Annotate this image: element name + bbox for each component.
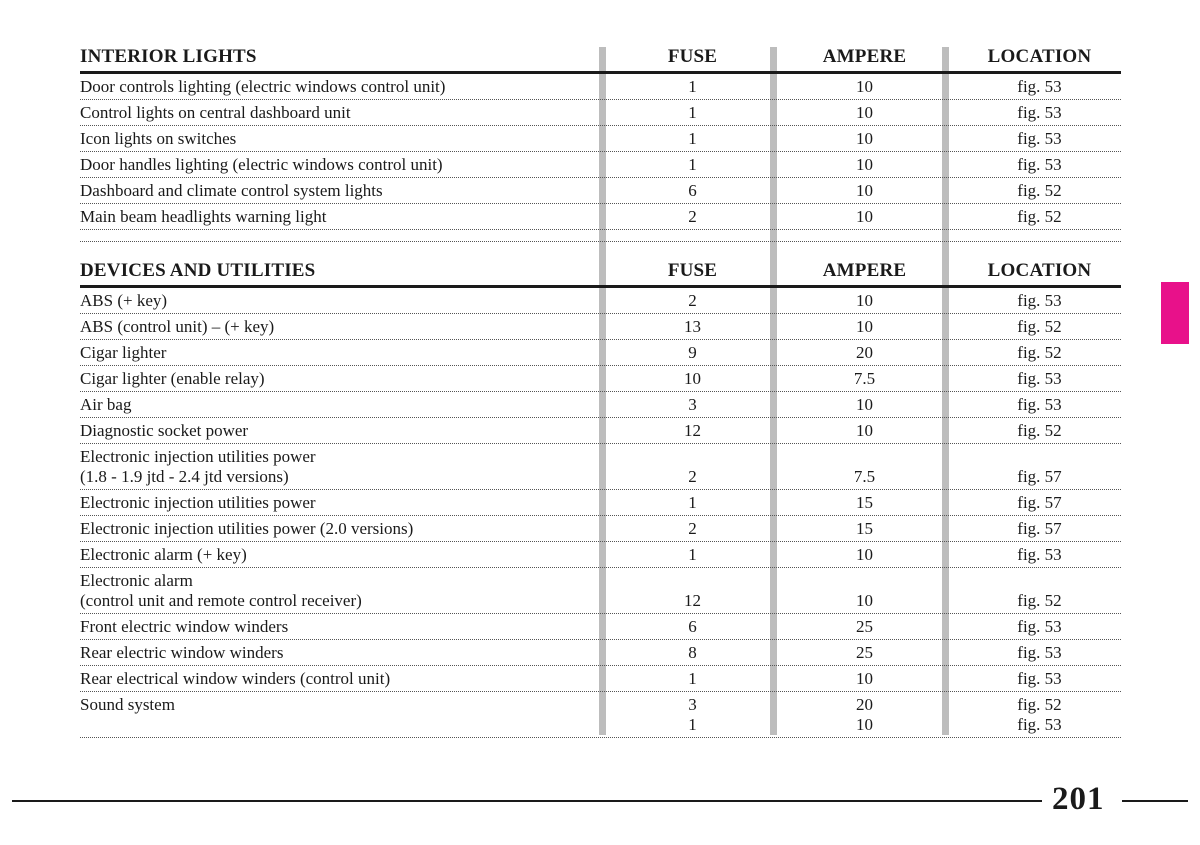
row-location: fig. 57: [1017, 519, 1062, 538]
row-description: Dashboard and climate control system lights: [80, 181, 383, 200]
row-location: fig. 53: [1017, 155, 1062, 174]
row-description: Sound system: [80, 695, 175, 714]
location-column-header: LOCATION: [987, 260, 1092, 281]
row-ampere: 10: [856, 155, 873, 174]
row-fuse: 1: [688, 493, 697, 512]
row-fuse: [619, 695, 766, 735]
row-description: Cigar lighter (enable relay): [80, 369, 265, 388]
row-fuse: 1: [688, 103, 697, 122]
row-description: Icon lights on switches: [80, 129, 237, 148]
table-row: [80, 418, 1121, 444]
row-ampere: 15: [856, 493, 873, 512]
row-fuse: 13: [684, 317, 701, 336]
row-ampere: 10: [856, 669, 873, 688]
description-line: Electronic alarm: [80, 571, 193, 590]
row-description: Main beam headlights warning light: [80, 207, 327, 226]
table-row: [80, 392, 1121, 418]
table-row: [80, 490, 1121, 516]
row-location: fig. 52: [1017, 207, 1062, 226]
row-location: fig. 52: [1017, 343, 1062, 362]
row-description: Door controls lighting (electric windows control unit): [80, 77, 446, 96]
row-fuse: 2: [688, 467, 697, 486]
row-description: Electronic injection utilities power: [80, 493, 316, 512]
footer-rule: [12, 800, 1042, 802]
row-description: Cigar lighter: [80, 343, 167, 362]
row-ampere: 25: [856, 643, 873, 662]
row-fuse: 10: [684, 369, 701, 388]
fuse-value: 1: [688, 715, 697, 734]
table-row: [80, 74, 1121, 100]
row-location: fig. 53: [1017, 77, 1062, 96]
row-fuse: 12: [684, 421, 701, 440]
row-fuse: 6: [688, 181, 697, 200]
row-fuse: 1: [688, 77, 697, 96]
row-description: ABS (+ key): [80, 291, 168, 310]
ampere-column-header: AMPERE: [822, 46, 907, 67]
ampere-column-header: AMPERE: [822, 260, 907, 281]
row-description: Door handles lighting (electric windows control unit): [80, 155, 443, 174]
ampere-value: 20: [856, 695, 873, 714]
row-description: Electronic alarm (+ key): [80, 545, 247, 564]
row-location: [958, 695, 1121, 735]
row-ampere: 7.5: [853, 467, 876, 486]
description-line: (control unit and remote control receiver): [80, 591, 362, 610]
row-location: fig. 53: [1017, 103, 1062, 122]
location-value: fig. 52: [1017, 695, 1062, 714]
row-description: [80, 447, 600, 487]
row-ampere: 10: [856, 317, 873, 336]
table-row: [80, 152, 1121, 178]
row-ampere: 10: [856, 207, 873, 226]
table-row: [80, 100, 1121, 126]
row-location: fig. 57: [1017, 467, 1062, 486]
row-ampere: 7.5: [853, 369, 876, 388]
table-row: [80, 288, 1121, 314]
row-fuse: 8: [688, 643, 697, 662]
row-location: fig. 53: [1017, 129, 1062, 148]
table-row: [80, 614, 1121, 640]
row-description: Rear electrical window winders (control unit): [80, 669, 391, 688]
row-location: fig. 52: [1017, 591, 1062, 610]
row-description: Front electric window winders: [80, 617, 289, 636]
section-title: DEVICES AND UTILITIES: [80, 260, 316, 281]
row-fuse: 2: [688, 519, 697, 538]
fuse-column-header: FUSE: [667, 260, 718, 281]
footer-rule: [1122, 800, 1188, 802]
table-row: [80, 366, 1121, 392]
row-fuse: 9: [688, 343, 697, 362]
row-fuse: 2: [688, 207, 697, 226]
row-fuse: 1: [688, 155, 697, 174]
row-location: fig. 53: [1017, 395, 1062, 414]
row-location: fig. 53: [1017, 643, 1062, 662]
table-row: [80, 204, 1121, 230]
table-row: [80, 640, 1121, 666]
row-ampere: [791, 695, 938, 735]
table-row: [80, 340, 1121, 366]
row-fuse: 2: [688, 291, 697, 310]
location-column-header: LOCATION: [987, 46, 1092, 67]
row-description: ABS (control unit) – (+ key): [80, 317, 275, 336]
table-header: [80, 258, 1121, 288]
row-location: fig. 52: [1017, 181, 1062, 200]
row-ampere: 10: [856, 291, 873, 310]
table-row: [80, 542, 1121, 568]
row-ampere: 10: [856, 421, 873, 440]
table-row: [80, 444, 1121, 490]
location-value: fig. 53: [1017, 715, 1062, 734]
row-fuse: 12: [684, 591, 701, 610]
row-ampere: 10: [856, 591, 873, 610]
row-ampere: 10: [856, 129, 873, 148]
row-ampere: 20: [856, 343, 873, 362]
row-fuse: 6: [688, 617, 697, 636]
row-description: Control lights on central dashboard unit: [80, 103, 351, 122]
row-description: [80, 571, 600, 611]
description-line: Electronic injection utilities power: [80, 447, 316, 466]
table-row: [80, 126, 1121, 152]
fuse-value: 3: [688, 695, 697, 714]
ampere-value: 10: [856, 715, 873, 734]
row-location: fig. 53: [1017, 617, 1062, 636]
row-ampere: 10: [856, 77, 873, 96]
fuse-column-header: FUSE: [667, 46, 718, 67]
row-ampere: 10: [856, 103, 873, 122]
row-ampere: 15: [856, 519, 873, 538]
row-ampere: 25: [856, 617, 873, 636]
table-header: [80, 44, 1121, 74]
row-fuse: 3: [688, 395, 697, 414]
row-description: Electronic injection utilities power (2.0 versions): [80, 519, 414, 538]
devices-utilities-table: [80, 258, 1121, 738]
row-location: fig. 53: [1017, 669, 1062, 688]
interior-lights-table: [80, 44, 1121, 242]
page-number: 201: [1052, 781, 1105, 817]
row-fuse: 1: [688, 129, 697, 148]
table-row: [80, 516, 1121, 542]
row-description: Diagnostic socket power: [80, 421, 249, 440]
row-ampere: 10: [856, 545, 873, 564]
table-row: [80, 568, 1121, 614]
section-tab-marker: [1161, 282, 1189, 344]
table-row: [80, 666, 1121, 692]
row-location: fig. 53: [1017, 369, 1062, 388]
row-ampere: 10: [856, 181, 873, 200]
row-ampere: 10: [856, 395, 873, 414]
table-row: [80, 692, 1121, 738]
table-row: [80, 314, 1121, 340]
row-location: fig. 52: [1017, 421, 1062, 440]
table-end-rule: [80, 230, 1121, 242]
row-fuse: 1: [688, 545, 697, 564]
row-location: fig. 52: [1017, 317, 1062, 336]
row-location: fig. 53: [1017, 291, 1062, 310]
table-row: [80, 178, 1121, 204]
section-title: INTERIOR LIGHTS: [80, 46, 257, 67]
row-location: fig. 53: [1017, 545, 1062, 564]
description-line: (1.8 - 1.9 jtd - 2.4 jtd versions): [80, 467, 289, 486]
row-fuse: 1: [688, 669, 697, 688]
row-location: fig. 57: [1017, 493, 1062, 512]
row-description: Rear electric window winders: [80, 643, 284, 662]
row-description: Air bag: [80, 395, 132, 414]
